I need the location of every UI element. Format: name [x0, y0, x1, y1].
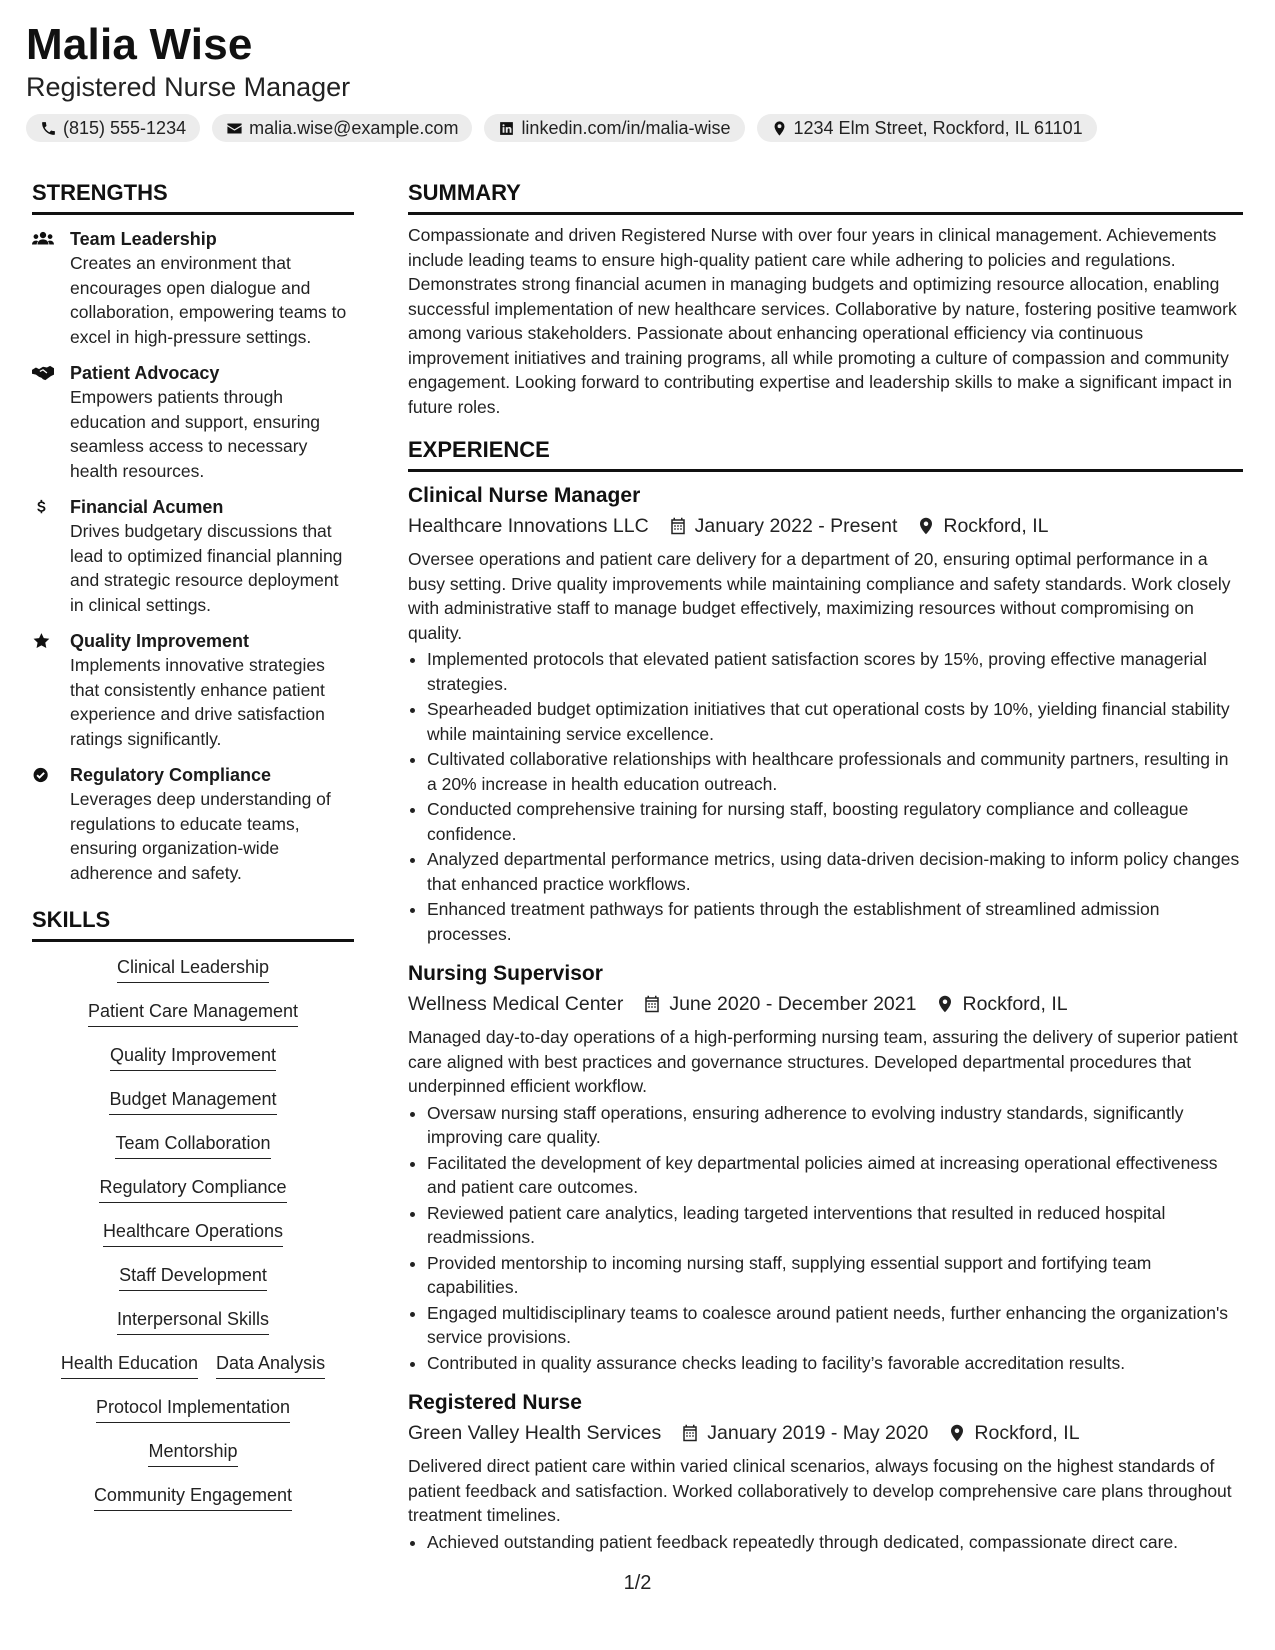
job-description: Delivered direct patient care within varied clinical scenarios, always focusing on the highest standards of patient feedback and satisfaction. Worked collaboratively to develop comprehensive care plans throughout treatment timelines.: [408, 1456, 1232, 1525]
strength-title: Team Leadership: [70, 229, 217, 249]
skill-tag: Mentorship: [148, 1440, 237, 1467]
job-entry: [408, 1389, 1243, 1554]
check-circle-icon: [32, 765, 54, 785]
job-bullet: • Implemented protocols that elevated patient satisfaction scores by 15%, proving effective managerial strategies.: [427, 647, 1243, 696]
skill-tag: Quality Improvement: [110, 1044, 276, 1071]
job-company: Green Valley Health Services: [408, 1422, 662, 1444]
job-dates: January 2022 - Present: [694, 515, 898, 537]
job-bullet: • Engaged multidisciplinary teams to coalesce around patient needs, further enhancing the organization's service provisions.: [427, 1301, 1243, 1350]
job-bullet: • Contributed in quality assurance checks leading to facility’s favorable accreditation results.: [427, 1351, 1243, 1376]
strength-item: [32, 629, 354, 751]
job-bullet: • Reviewed patient care analytics, leading targeted interventions that resulted in reduced hospital readmissions.: [427, 1201, 1243, 1250]
job-bullet: • Enhanced treatment pathways for patients through the establishment of streamlined admission processes.: [427, 897, 1243, 946]
job-dates: June 2020 - December 2021: [669, 993, 917, 1015]
contact-linkedin-text: linkedin.com/in/malia-wise: [521, 117, 731, 138]
skills-heading: SKILLS: [32, 907, 354, 942]
skill-tag: Health Education: [61, 1352, 198, 1379]
strength-title: Regulatory Compliance: [70, 765, 272, 785]
job-entry: [408, 960, 1243, 1375]
job-bullet: • Analyzed departmental performance metrics, using data-driven decision-making to inform policy changes that enhanced practice workflows.: [427, 847, 1243, 896]
left-column: [32, 180, 354, 1511]
skill-tag: Budget Management: [109, 1088, 276, 1115]
job-company: Wellness Medical Center: [408, 993, 624, 1015]
skill-tag: Data Analysis: [216, 1352, 325, 1379]
star-icon: [32, 631, 54, 651]
skill-tag: Clinical Leadership: [117, 956, 269, 983]
skill-tag: Healthcare Operations: [103, 1220, 283, 1247]
skill-tag: Staff Development: [119, 1264, 267, 1291]
contact-bar: [26, 114, 1097, 142]
strength-desc: Implements innovative strategies that consistently enhance patient experience and drive satisfaction ratings significantly.: [70, 655, 325, 749]
strength-desc: Leverages deep understanding of regulations to educate teams, ensuring organization-wide adherence and safety.: [70, 789, 331, 883]
skill-tag: Patient Care Management: [88, 1000, 298, 1027]
job-meta: [408, 1418, 1243, 1448]
contact-address[interactable]: [757, 114, 1097, 142]
job-description: Oversee operations and patient care delivery for a department of 20, ensuring optimal performance in a busy setting. Drive quality improvements while maintaining compliance and safety standards. Work closely with administrative staff to manage budget effectively, maximizing resources without compromising on quality.: [408, 549, 1231, 643]
strength-title: Patient Advocacy: [70, 363, 220, 383]
map-pin-icon: [948, 1424, 966, 1442]
job-meta: [408, 989, 1243, 1019]
right-column: [408, 180, 1243, 1554]
contact-email[interactable]: [212, 114, 472, 142]
candidate-name: Malia Wise: [26, 20, 253, 69]
contact-phone[interactable]: [26, 114, 200, 142]
contact-email-text: malia.wise@example.com: [249, 117, 459, 138]
strength-item: [32, 763, 354, 885]
job-bullet: • Facilitated the development of key departmental policies aimed at increasing operational effectiveness and patient care outcomes.: [427, 1151, 1243, 1200]
job-location: Rockford, IL: [943, 515, 1049, 537]
handshake-icon: [32, 363, 54, 383]
strength-title: Quality Improvement: [70, 631, 250, 651]
job-bullet: • Conducted comprehensive training for nursing staff, boosting regulatory compliance and colleague confidence.: [427, 797, 1243, 846]
skill-tag: Protocol Implementation: [96, 1396, 290, 1423]
job-bullets: [408, 1101, 1243, 1376]
calendar-icon: [681, 1424, 699, 1442]
map-pin-icon: [917, 517, 935, 535]
job-bullet: • Cultivated collaborative relationships with healthcare professionals and community partners, resulting in a 20% increase in health education outreach.: [427, 747, 1243, 796]
strength-desc: Creates an environment that encourages open dialogue and collaboration, empowering teams to excel in high-pressure settings.: [70, 253, 347, 347]
job-title: Clinical Nurse Manager: [408, 484, 641, 507]
strength-desc: Empowers patients through education and support, ensuring seamless access to necessary health resources.: [70, 387, 321, 481]
job-bullets: [408, 1530, 1243, 1555]
contact-address-text: 1234 Elm Street, Rockford, IL 61101: [793, 117, 1083, 138]
skill-tag: Regulatory Compliance: [99, 1176, 286, 1203]
job-company: Healthcare Innovations LLC: [408, 515, 649, 537]
summary-heading: SUMMARY: [408, 180, 1243, 215]
job-bullet: • Achieved outstanding patient feedback repeatedly through dedicated, compassionate direct care.: [427, 1530, 1243, 1555]
page-number: 1/2: [623, 1572, 652, 1594]
calendar-icon: [669, 517, 687, 535]
strength-desc: Drives budgetary discussions that lead to optimized financial planning and strategic resource deployment in clinical settings.: [70, 521, 343, 615]
dollar-icon: [32, 497, 54, 517]
job-bullet: • Oversaw nursing staff operations, ensuring adherence to evolving industry standards, significantly improving care quality.: [427, 1101, 1243, 1150]
contact-linkedin[interactable]: [484, 114, 744, 142]
job-location: Rockford, IL: [962, 993, 1068, 1015]
job-dates: January 2019 - May 2020: [707, 1422, 929, 1444]
strengths-heading: STRENGTHS: [32, 180, 354, 215]
calendar-icon: [643, 995, 661, 1013]
envelope-icon: [226, 120, 243, 137]
candidate-title: Registered Nurse Manager: [26, 72, 351, 102]
linkedin-icon: [498, 120, 515, 137]
job-location: Rockford, IL: [974, 1422, 1080, 1444]
strength-item: [32, 361, 354, 483]
skill-tag: Team Collaboration: [115, 1132, 270, 1159]
skill-tag: Community Engagement: [94, 1484, 292, 1511]
strength-item: [32, 227, 354, 349]
job-bullets: [408, 647, 1243, 946]
map-pin-icon: [936, 995, 954, 1013]
map-pin-icon: [771, 120, 788, 137]
summary-text: Compassionate and driven Registered Nurse with over four years in clinical management. Achievements include leading teams to ensure high-quality patient care while adhering to policies and regulations. Demonstrates strong financial acumen in managing budgets and optimizing resource allocation, enabling successful implementation of new healthcare services. Collaborative by nature, fostering positive teamwork among various stakeholders. Passionate about enhancing operational efficiency via continuous improvement initiatives and training programs, all while promoting a culture of compassion and community engagement. Looking forward to contributing expertise and leadership skills to make a significant impact in future roles.: [408, 225, 1237, 417]
users-icon: [32, 229, 54, 249]
job-description: Managed day-to-day operations of a high-performing nursing team, assuring the delivery of superior patient care aligned with best practices and governance structures. Developed departmental procedures that underpinned efficient workflow.: [408, 1027, 1238, 1096]
job-title: Registered Nurse: [408, 1391, 582, 1414]
job-entry: [408, 482, 1243, 946]
job-title: Nursing Supervisor: [408, 962, 603, 985]
phone-icon: [40, 120, 57, 137]
job-bullet: • Provided mentorship to incoming nursing staff, supplying essential support and fortifying team capabilities.: [427, 1251, 1243, 1300]
strength-title: Financial Acumen: [70, 497, 224, 517]
job-meta: [408, 511, 1243, 541]
contact-phone-text: (815) 555-1234: [63, 117, 187, 138]
experience-heading: EXPERIENCE: [408, 437, 1243, 472]
strength-item: [32, 495, 354, 617]
skills-list: [32, 956, 354, 1511]
job-bullet: • Spearheaded budget optimization initiatives that cut operational costs by 10%, yielding financial stability while maintaining service excellence.: [427, 697, 1243, 746]
skill-tag: Interpersonal Skills: [117, 1308, 269, 1335]
